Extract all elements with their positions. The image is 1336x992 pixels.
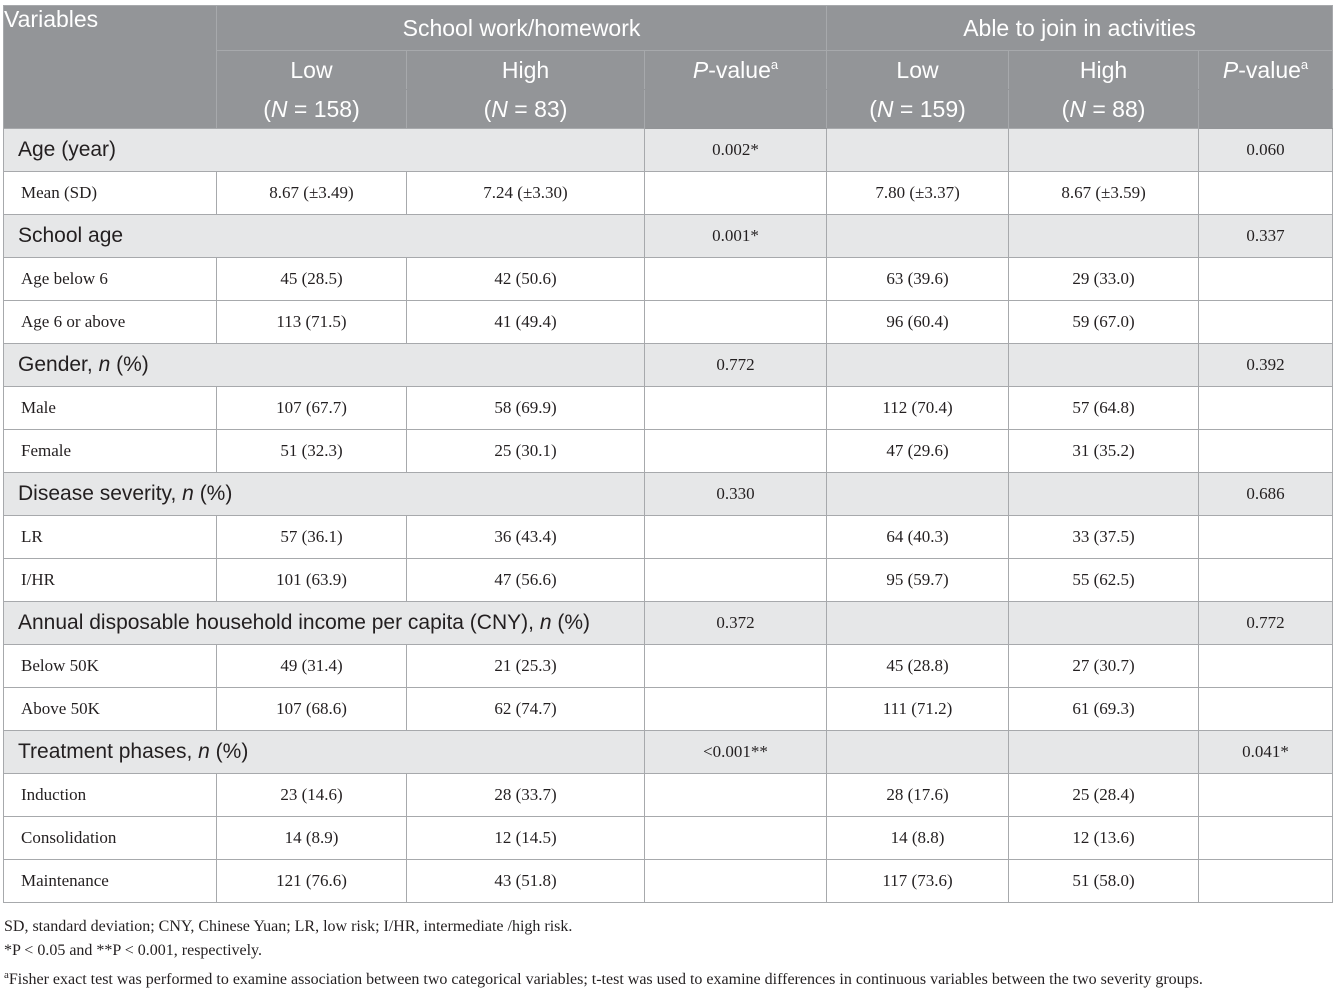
activities-low-cell: 95 (59.7) [827, 559, 1009, 602]
school-work-p-blank [645, 430, 827, 473]
g2-high-blank [1009, 473, 1199, 516]
row-label: Consolidation [4, 817, 217, 860]
category-row [4, 602, 1333, 645]
activities-high-cell: 27 (30.7) [1009, 645, 1199, 688]
footnote-a-marker: a [4, 969, 9, 981]
activities-high-cell: 33 (37.5) [1009, 516, 1199, 559]
g2-high-blank [1009, 344, 1199, 387]
table-row [4, 430, 1333, 473]
school-work-group-header: School work/homework [217, 6, 827, 51]
table-row [4, 516, 1333, 559]
activities-low-cell: 117 (73.6) [827, 860, 1009, 903]
pvalue-p: P [692, 56, 709, 83]
school-work-low-cell: 23 (14.6) [217, 774, 407, 817]
category-row [4, 473, 1333, 516]
activities-p-value: 0.041* [1199, 731, 1333, 774]
pvalue-footnote-marker: a [1300, 56, 1309, 72]
activities-p-blank [1199, 774, 1333, 817]
school-work-high-cell: 28 (33.7) [407, 774, 645, 817]
g2-low-header: Low [827, 51, 1009, 90]
g1-pvalue-blank [645, 90, 827, 129]
school-work-high-cell: 21 (25.3) [407, 645, 645, 688]
table-row [4, 774, 1333, 817]
school-work-low-cell: 121 (76.6) [217, 860, 407, 903]
school-work-p-blank [645, 387, 827, 430]
g2-low-blank [827, 344, 1009, 387]
pvalue-p: P [1222, 56, 1239, 83]
table-row [4, 559, 1333, 602]
school-work-low-cell: 113 (71.5) [217, 301, 407, 344]
footnote-a [4, 963, 1334, 992]
row-label: I/HR [4, 559, 217, 602]
school-work-p-blank [645, 860, 827, 903]
footnote-significance: *P < 0.05 and **P < 0.001, respectively. [4, 942, 263, 959]
activities-high-cell: 55 (62.5) [1009, 559, 1199, 602]
activities-low-cell: 14 (8.8) [827, 817, 1009, 860]
category-row [4, 731, 1333, 774]
activities-low-cell: 63 (39.6) [827, 258, 1009, 301]
table-header [4, 6, 1333, 129]
g2-pvalue-blank [1199, 90, 1333, 129]
g2-low-blank [827, 473, 1009, 516]
activities-p-blank [1199, 645, 1333, 688]
school-work-low-cell: 14 (8.9) [217, 817, 407, 860]
activities-p-blank [1199, 860, 1333, 903]
table-row [4, 688, 1333, 731]
g2-low-blank [827, 602, 1009, 645]
row-label: LR [4, 516, 217, 559]
school-work-high-cell: 7.24 (±3.30) [407, 172, 645, 215]
school-work-p-blank [645, 172, 827, 215]
school-work-low-cell: 49 (31.4) [217, 645, 407, 688]
table-row [4, 645, 1333, 688]
activities-low-cell: 111 (71.2) [827, 688, 1009, 731]
table-row [4, 387, 1333, 430]
table-row [4, 301, 1333, 344]
school-work-low-cell: 57 (36.1) [217, 516, 407, 559]
school-work-high-cell: 36 (43.4) [407, 516, 645, 559]
activities-high-cell: 59 (67.0) [1009, 301, 1199, 344]
activities-p-value: 0.060 [1199, 129, 1333, 172]
school-work-low-cell: 8.67 (±3.49) [217, 172, 407, 215]
school-work-p-blank [645, 645, 827, 688]
activities-low-cell: 7.80 (±3.37) [827, 172, 1009, 215]
activities-low-cell: 28 (17.6) [827, 774, 1009, 817]
n-symbol: n [539, 611, 552, 634]
g2-low-n: (N = 159) [827, 90, 1009, 129]
category-label: Annual disposable household income per capita (CNY), n (%) [4, 602, 645, 645]
pvalue-suffix: -value [1238, 56, 1301, 83]
row-label: Maintenance [4, 860, 217, 903]
n-symbol: N [270, 95, 288, 122]
school-work-low-cell: 107 (67.7) [217, 387, 407, 430]
data-table [3, 5, 1333, 903]
category-row [4, 215, 1333, 258]
n-symbol: N [876, 95, 894, 122]
category-row [4, 344, 1333, 387]
activities-p-blank [1199, 301, 1333, 344]
footnotes [4, 915, 1334, 992]
row-label: Above 50K [4, 688, 217, 731]
row-label: Female [4, 430, 217, 473]
row-label: Age below 6 [4, 258, 217, 301]
n-symbol: n [98, 353, 111, 376]
g1-high-header: High [407, 51, 645, 90]
school-work-p-value: 0.001* [645, 215, 827, 258]
school-work-high-cell: 41 (49.4) [407, 301, 645, 344]
footnote-abbreviations: SD, standard deviation; CNY, Chinese Yuan; LR, low risk; I/HR, intermediate /high risk. [4, 918, 573, 935]
n-symbol: n [198, 740, 210, 763]
school-work-p-blank [645, 817, 827, 860]
school-work-low-cell: 101 (63.9) [217, 559, 407, 602]
school-work-p-value: 0.372 [645, 602, 827, 645]
row-label: Induction [4, 774, 217, 817]
g2-low-blank [827, 215, 1009, 258]
school-work-high-cell: 25 (30.1) [407, 430, 645, 473]
activities-low-cell: 96 (60.4) [827, 301, 1009, 344]
activities-p-value: 0.772 [1199, 602, 1333, 645]
school-work-p-value: 0.002* [645, 129, 827, 172]
g2-high-header: High [1009, 51, 1199, 90]
school-work-low-cell: 107 (68.6) [217, 688, 407, 731]
g1-high-n: (N = 83) [407, 90, 645, 129]
g2-high-blank [1009, 215, 1199, 258]
g1-low-n: (N = 158) [217, 90, 407, 129]
school-work-p-value: <0.001** [645, 731, 827, 774]
activities-high-cell: 8.67 (±3.59) [1009, 172, 1199, 215]
activities-p-value: 0.392 [1199, 344, 1333, 387]
school-work-p-blank [645, 301, 827, 344]
activities-low-cell: 112 (70.4) [827, 387, 1009, 430]
row-label: Age 6 or above [4, 301, 217, 344]
school-work-low-cell: 51 (32.3) [217, 430, 407, 473]
activities-high-cell: 25 (28.4) [1009, 774, 1199, 817]
g2-high-n: (N = 88) [1009, 90, 1199, 129]
n-symbol: N [491, 95, 508, 122]
school-work-p-value: 0.772 [645, 344, 827, 387]
school-work-high-cell: 47 (56.6) [407, 559, 645, 602]
category-row [4, 129, 1333, 172]
school-work-high-cell: 43 (51.8) [407, 860, 645, 903]
row-label: Below 50K [4, 645, 217, 688]
pvalue-footnote-marker: a [770, 56, 779, 72]
activities-high-cell: 31 (35.2) [1009, 430, 1199, 473]
row-label: Mean (SD) [4, 172, 217, 215]
n-symbol: n [182, 482, 194, 505]
g2-low-blank [827, 129, 1009, 172]
activities-p-blank [1199, 688, 1333, 731]
category-label: Age (year) [4, 129, 645, 172]
activities-high-cell: 51 (58.0) [1009, 860, 1199, 903]
school-work-p-blank [645, 774, 827, 817]
activities-group-header: Able to join in activities [827, 6, 1333, 51]
g2-pvalue-header [1199, 51, 1333, 90]
activities-p-blank [1199, 387, 1333, 430]
category-label: Gender, n (%) [4, 344, 645, 387]
school-work-high-cell: 12 (14.5) [407, 817, 645, 860]
school-work-p-blank [645, 258, 827, 301]
school-work-p-blank [645, 688, 827, 731]
activities-high-cell: 29 (33.0) [1009, 258, 1199, 301]
pvalue-suffix: -value [708, 56, 771, 83]
activities-p-blank [1199, 516, 1333, 559]
school-work-p-value: 0.330 [645, 473, 827, 516]
g1-pvalue-header [645, 51, 827, 90]
category-label: Disease severity, n (%) [4, 473, 645, 516]
g2-high-blank [1009, 129, 1199, 172]
table-row [4, 258, 1333, 301]
g2-high-blank [1009, 602, 1199, 645]
table-row [4, 860, 1333, 903]
g2-low-blank [827, 731, 1009, 774]
n-symbol: N [1069, 95, 1086, 122]
activities-p-blank [1199, 817, 1333, 860]
g1-low-header: Low [217, 51, 407, 90]
activities-high-cell: 57 (64.8) [1009, 387, 1199, 430]
activities-p-value: 0.686 [1199, 473, 1333, 516]
school-work-high-cell: 62 (74.7) [407, 688, 645, 731]
variables-header: Variables [4, 6, 217, 129]
activities-p-value: 0.337 [1199, 215, 1333, 258]
activities-p-blank [1199, 559, 1333, 602]
g2-high-blank [1009, 731, 1199, 774]
school-work-low-cell: 45 (28.5) [217, 258, 407, 301]
activities-high-cell: 61 (69.3) [1009, 688, 1199, 731]
school-work-p-blank [645, 559, 827, 602]
category-label: Treatment phases, n (%) [4, 731, 645, 774]
table-row [4, 172, 1333, 215]
row-label: Male [4, 387, 217, 430]
activities-p-blank [1199, 172, 1333, 215]
activities-high-cell: 12 (13.6) [1009, 817, 1199, 860]
activities-low-cell: 64 (40.3) [827, 516, 1009, 559]
school-work-high-cell: 58 (69.9) [407, 387, 645, 430]
category-label: School age [4, 215, 645, 258]
activities-low-cell: 45 (28.8) [827, 645, 1009, 688]
school-work-p-blank [645, 516, 827, 559]
footnote-a-text: Fisher exact test was performed to examine association between two categorical variables; t-test was used to examine differences in continuous variables between the two severity groups. [8, 971, 1203, 988]
table-body [4, 129, 1333, 903]
activities-low-cell: 47 (29.6) [827, 430, 1009, 473]
table-row [4, 817, 1333, 860]
school-work-high-cell: 42 (50.6) [407, 258, 645, 301]
activities-p-blank [1199, 258, 1333, 301]
activities-p-blank [1199, 430, 1333, 473]
